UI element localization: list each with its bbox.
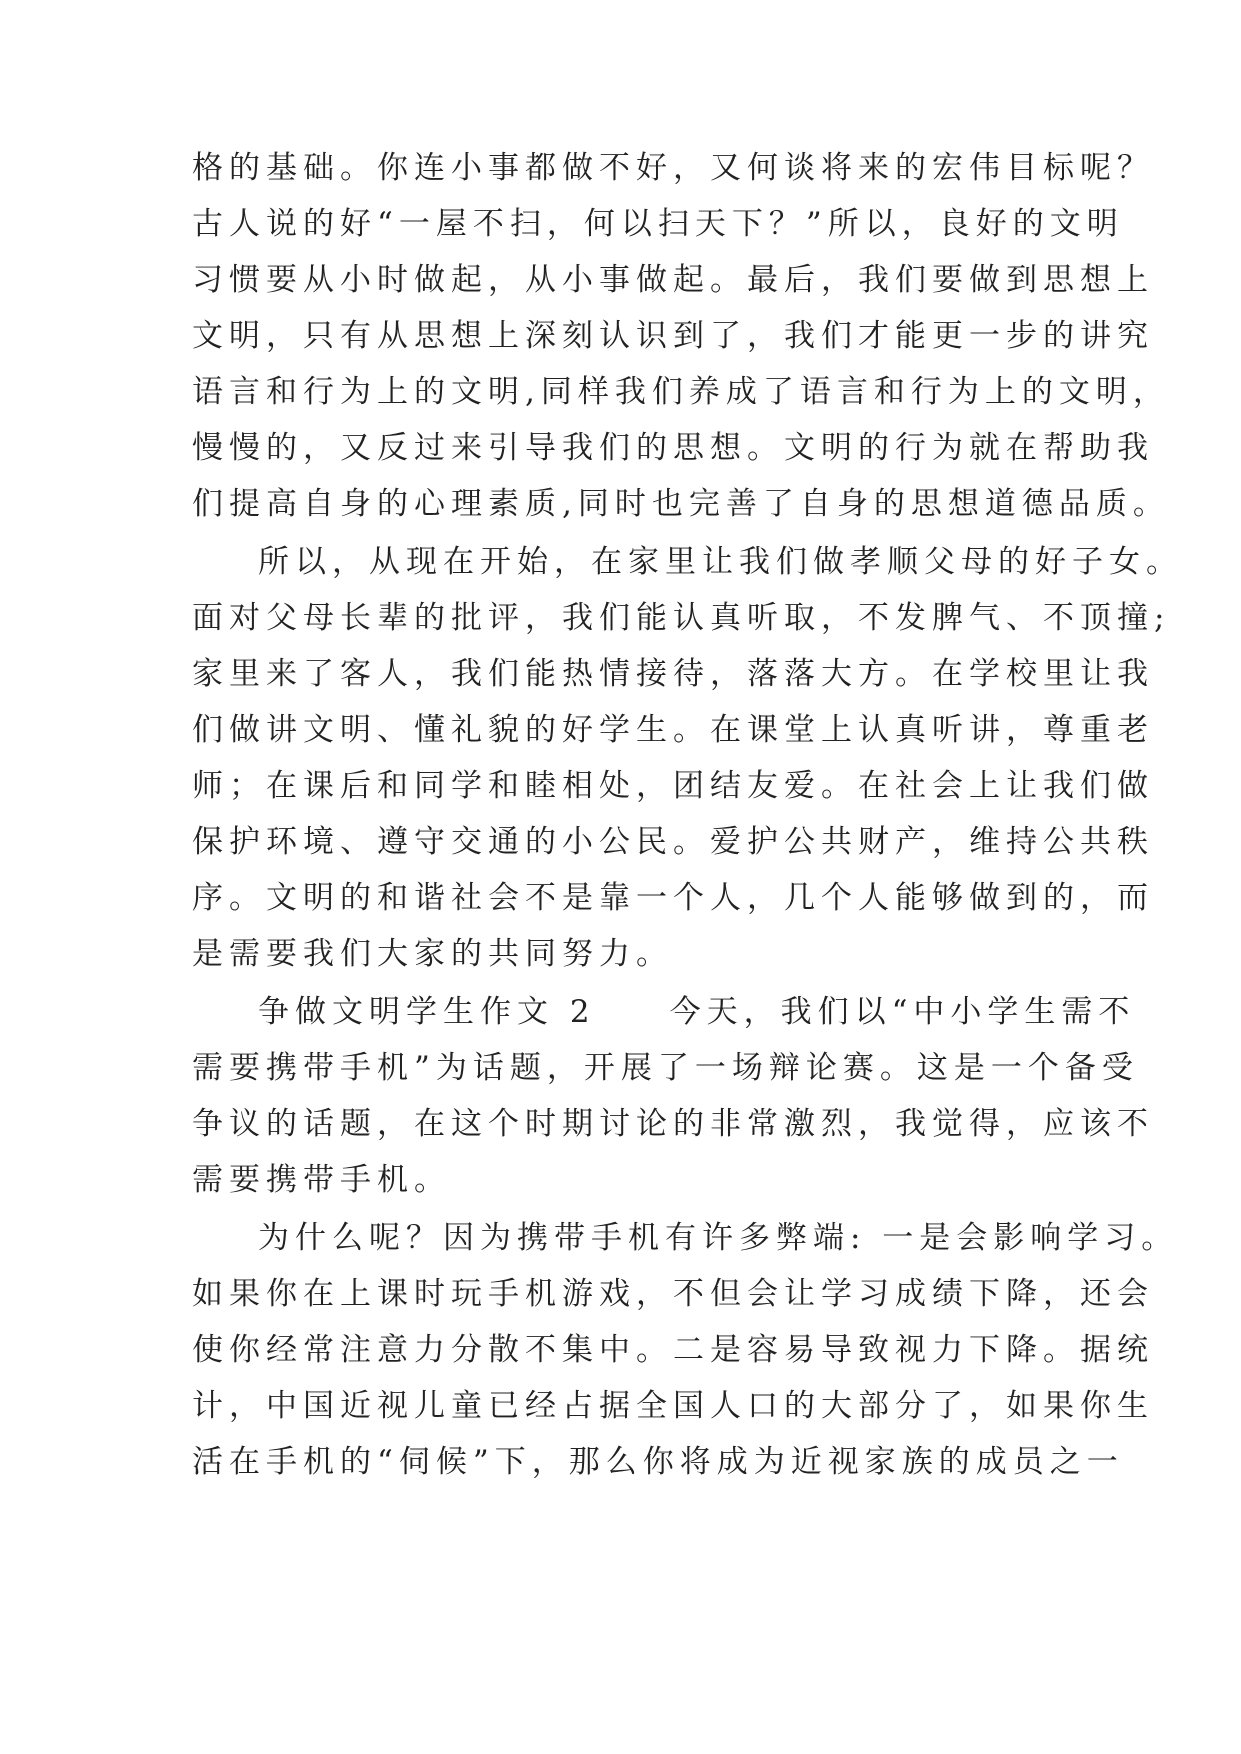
- text-line: 慢慢的，又反过来引导我们的思想。文明的行为就在帮助我: [192, 430, 1154, 466]
- text-line: 需要携带手机。: [192, 1162, 451, 1198]
- paragraph-first-line: 为什么呢？因为携带手机有许多弊端: 一是会影响学习。: [258, 1220, 1179, 1256]
- text-line: 如果你在上课时玩手机游戏，不但会让学习成绩下降，还会: [192, 1276, 1154, 1312]
- paragraph-first-line: 所以，从现在开始，在家里让我们做孝顺父母的好子女。: [258, 544, 1183, 580]
- text-line: 古人说的好“一屋不扫，何以扫天下？”所以，良好的文明: [192, 206, 1124, 242]
- text-line: 们做讲文明、懂礼貌的好学生。在课堂上认真听讲，尊重老: [192, 712, 1154, 748]
- text-line: 面对父母长辈的批评，我们能认真听取，不发脾气、不顶撞;: [192, 600, 1171, 636]
- text-line: 格的基础。你连小事都做不好，又何谈将来的宏伟目标呢？: [192, 150, 1154, 186]
- text-line: 语言和行为上的文明,同样我们养成了语言和行为上的文明，: [192, 374, 1170, 410]
- text-line: 师；在课后和同学和睦相处，团结友爱。在社会上让我们做: [192, 768, 1154, 804]
- text-line: 计，中国近视儿童已经占据全国人口的大部分了，如果你生: [192, 1388, 1154, 1424]
- text-line: 家里来了客人，我们能热情接待，落落大方。在学校里让我: [192, 656, 1154, 692]
- text-line: 活在手机的“伺候”下，那么你将成为近视家族的成员之一: [192, 1444, 1124, 1480]
- text-line: 习惯要从小时做起，从小事做起。最后，我们要做到思想上: [192, 262, 1154, 298]
- text-line: 需要携带手机”为话题，开展了一场辩论赛。这是一个备受: [192, 1050, 1139, 1086]
- text-line: 是需要我们大家的共同努力。: [192, 936, 673, 972]
- text-line: 序。文明的和谐社会不是靠一个人，几个人能够做到的，而: [192, 880, 1154, 916]
- text-line: 保护环境、遵守交通的小公民。爱护公共财产，维持公共秩: [192, 824, 1154, 860]
- text-line: 文明，只有从思想上深刻认识到了，我们才能更一步的讲究: [192, 318, 1154, 354]
- text-line: 们提高自身的心理素质,同时也完善了自身的思想道德品质。: [192, 486, 1170, 522]
- text-line: 使你经常注意力分散不集中。二是容易导致视力下降。据统: [192, 1332, 1154, 1368]
- section-heading-line: 争做文明学生作文 2 今天，我们以“中小学生需不: [258, 994, 1136, 1030]
- text-line: 争议的话题，在这个时期讨论的非常激烈，我觉得，应该不: [192, 1106, 1154, 1142]
